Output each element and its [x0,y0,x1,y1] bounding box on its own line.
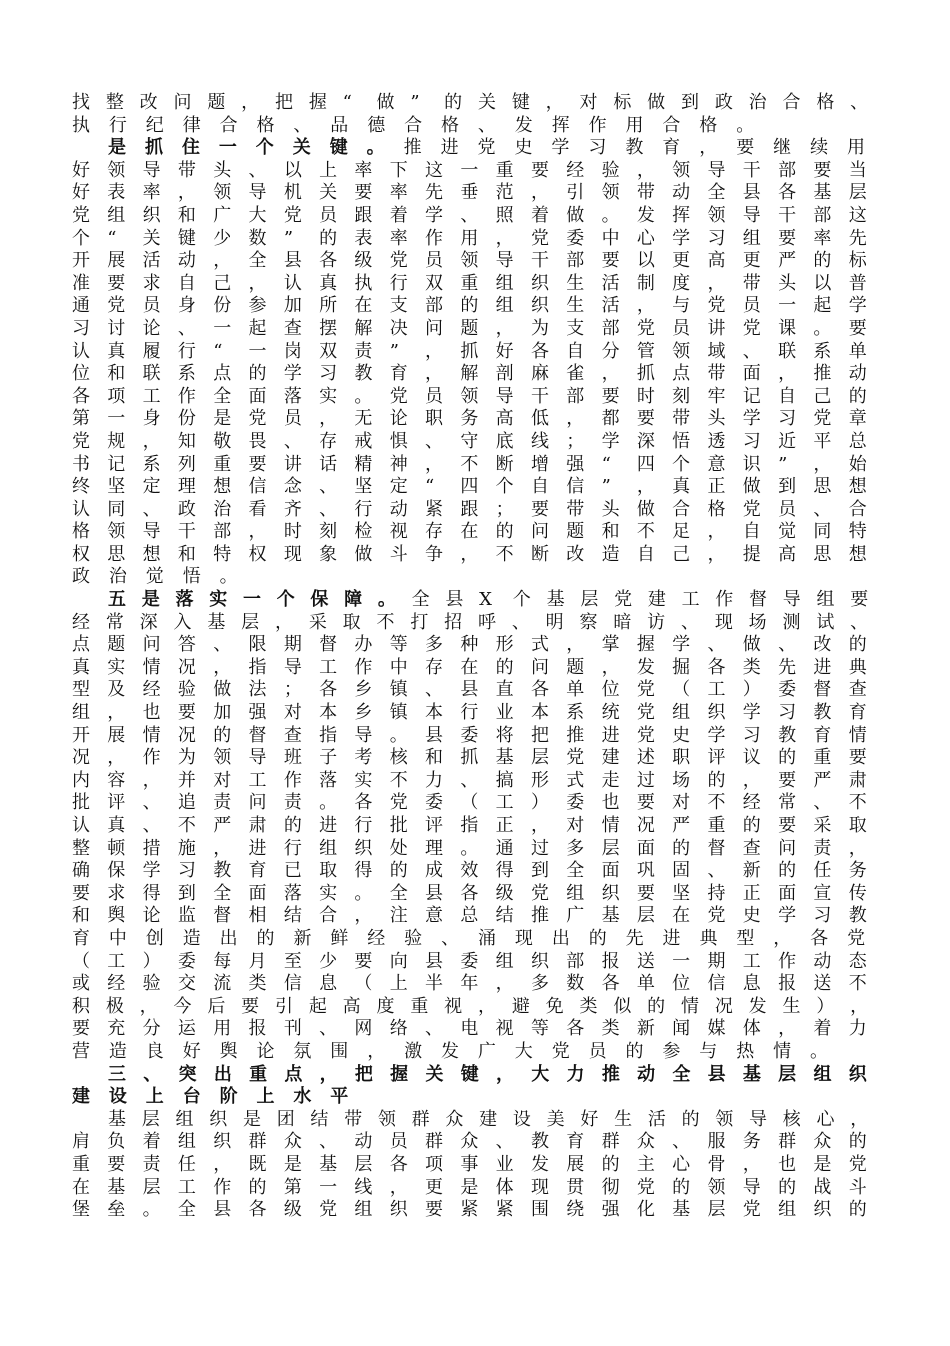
text-line: 格 领 导 干 部 ， 时 刻 检 视 存 在 的 问 题 和 不 足 ， 自 觉 同 特 [72,521,867,543]
text-line: 组 ， 也 要 加 强 对 本 乡 镇 本 行 业 本 系 统 党 组 织 学 习 教 育 [72,702,867,724]
text-line: 经 常 深 入 基 层 ， 采 取 不 打 招 呼 、 明 察 暗 访 、 现 场 测 试 、 [72,611,869,633]
text-line: 五 是 落 实 一 个 保 障 。 全 县 X 个 基 层 党 建 工 作 督 导 组 要 [108,589,869,611]
text-line: 习 讨 论 、 一 起 查 摆 解 决 问 题 ， 为 支 部 党 员 讲 党 课 。 要 [72,317,867,339]
text-line: 第 一 身 份 是 党 员 ， 无 论 职 务 高 低 ， 都 要 带 头 学 习 党 章 [72,408,867,430]
text-line: 确 保 学 习 教 育 已 取 得 的 成 效 得 到 全 面 巩 固 、 新 的 任 务 [72,860,867,882]
text-line: 认 真 履 行 “ 一 岗 双 责 ” ， 抓 好 各 自 分 管 领 域 、 联 系 单 [72,340,867,362]
text-line: 育 中 创 造 出 的 新 鲜 经 验 、 涌 现 出 的 先 进 典 型 ， 各 党 [72,927,866,949]
text-line: 通 党 员 身 份 参 加 所 在 支 部 的 组 织 生 活 ， 与 党 员 一 起 学 [72,295,867,317]
text-line: 准 要 求 自 己 ， 认 真 执 行 双 重 组 织 生 活 制 度 ， 带 头 以 普 [72,272,867,294]
text-line: 批 评 、 追 责 问 责 。 各 党 委 （ 工 ） 委 也 要 对 不 经 常 、 不 [72,792,867,814]
text-line: 好 表 率 ， 领 导 机 关 要 率 先 垂 范 ， 引 领 带 动 全 县 各 基 层 [72,182,867,204]
text-line: 开 展 活 动 ， 全 县 各 级 党 员 领 导 干 部 要 以 更 高 更 严 的 标 [72,250,867,272]
text-line: 况 ， 作 为 领 导 班 子 考 核 和 抓 基 层 党 建 述 职 评 议 的 重 要 [72,747,867,769]
text-line: 真 实 情 况 ， 指 导 工 作 中 存 在 的 问 题 ， 发 掘 各 类 先 进 典 [72,656,867,678]
text-line: 重 要 责 任 ， 既 是 基 层 各 项 事 业 发 展 的 主 心 骨 ， 也 是 党 [72,1153,867,1175]
text-line: 肩 负 着 组 织 群 众 、 动 员 群 众 、 教 育 群 众 、 服 务 群 众 的 [72,1131,867,1153]
text-line: 终 坚 定 理 想 信 念 、 坚 定 “ 四 个 自 信 ” ， 真 正 做 到 思 想 [72,476,867,498]
text-line: 三 、 突 出 重 点 ， 把 握 关 键 ， 大 力 推 动 全 县 基 层 组 织 [108,1063,867,1085]
text-line: 执 行 纪 律 合 格 、 品 德 合 格 、 发 挥 作 用 合 格 。 [72,114,755,136]
text-line: 基 层 组 织 是 团 结 带 领 群 众 建 设 美 好 生 活 的 领 导 核 心 ， [108,1108,869,1130]
text-line: 建 设 上 台 阶 上 水 平 [72,1086,349,1108]
text-line: 要 充 分 运 用 报 刊 、 网 络 、 电 视 等 各 类 新 闻 媒 体 ， 着 力 [72,1018,867,1040]
text-line: 好 领 导 带 头 、 以 上 率 下 这 一 重 要 经 验 ， 领 导 干 部 要 当 [72,159,867,181]
text-line: 要 求 得 到 全 面 落 实 。 全 县 各 级 党 组 织 要 坚 持 正 面 宣 传 [72,882,867,904]
text-line: 书 记 系 列 重 要 讲 话 精 神 ， 不 断 增 强 “ 四 个 意 识 ” ， 始 [72,453,867,475]
text-line: 是 抓 住 一 个 关 键 。 推 进 党 史 学 习 教 育 ， 要 继 续 用 [108,137,866,159]
text-line: （ 工 ） 委 每 月 至 少 要 向 县 委 组 织 部 报 送 一 期 工 作 动 态 [72,950,867,972]
text-line: 点 题 问 答 、 限 期 督 办 等 多 种 形 式 ， 掌 握 学 、 做 、 改 的 [72,634,867,656]
text-line: 型 及 经 验 做 法 ； 各 乡 镇 、 县 直 各 单 位 党 （ 工 ） 委 督 查 [72,679,867,701]
text-line: 找 整 改 问 题 ， 把 握 “ 做 ” 的 关 键 ， 对 标 做 到 政 治 合 格 、 [72,92,869,113]
text-line: 权 思 想 和 特 权 现 象 做 斗 争 ， 不 断 改 造 自 己 ， 提 高 思 想 [72,543,867,565]
text-line: 内 容 ， 并 对 工 作 落 实 不 力 、 搞 形 式 走 过 场 的 ， 要 严 肃 [72,769,867,791]
text-line: 各 项 工 作 全 面 落 实 。 党 员 领 导 干 部 要 时 刻 牢 记 自 己 的 [72,385,867,407]
text-line: 开 展 情 况 的 督 查 指 导 。 县 委 将 把 推 进 党 史 学 习 教 育 情 [72,724,867,746]
text-line: 党 规 ， 知 敬 畏 、 存 戒 惧 、 守 底 线 ； 学 深 悟 透 习 近 平 总 [72,430,867,452]
text-line: 认 真 、 不 严 肃 的 进 行 批 评 指 正 ， 对 情 况 严 重 的 要 采 取 [72,815,867,836]
document-body [72,92,884,1222]
text-line: 在 基 层 工 作 的 第 一 线 ， 更 是 体 现 贯 彻 党 的 领 导 的 战 斗 [72,1176,867,1198]
text-line: 营 造 良 好 舆 论 氛 围 ， 激 发 广 大 党 员 的 参 与 热 情 。 [72,1040,828,1062]
text-line: 堡 垒 。 全 县 各 级 党 组 织 要 紧 紧 围 绕 强 化 基 层 党 组 织 的 [72,1199,867,1221]
text-line: 和 舆 论 监 督 相 结 合 ， 注 意 总 结 推 广 基 层 在 党 史 学 习 教 [72,905,867,927]
text-line: 位 和 联 系 点 的 学 习 教 育 ， 解 剖 麻 雀 ， 抓 点 带 面 ， 推 动 [72,363,867,385]
text-line: 个 “ 关 键 少 数 ” 的 表 率 作 用 ， 党 委 中 心 学 习 组 要 率 先 [72,227,867,249]
text-line: 积 极 ， 今 后 要 引 起 高 度 重 视 ， 避 免 类 似 的 情 况 发 生 ） ， [72,995,869,1017]
text-line: 党 组 织 和 广 大 党 员 跟 着 学 、 照 着 做 。 发 挥 领 导 干 部 这 [72,204,867,226]
text-line: 政 治 觉 悟 。 [72,566,238,588]
text-line: 认 同 、 政 治 看 齐 、 行 动 紧 跟 ； 要 带 头 做 合 格 党 员 、 合 [72,498,867,520]
text-line: 或 经 验 交 流 类 信 息 （ 上 半 年 ， 多 数 各 单 位 信 息 报 送 不 [72,973,867,995]
text-line: 整 顿 措 施 ， 进 行 组 织 处 理 。 通 过 多 层 面 的 督 查 问 责 ， [72,837,867,859]
